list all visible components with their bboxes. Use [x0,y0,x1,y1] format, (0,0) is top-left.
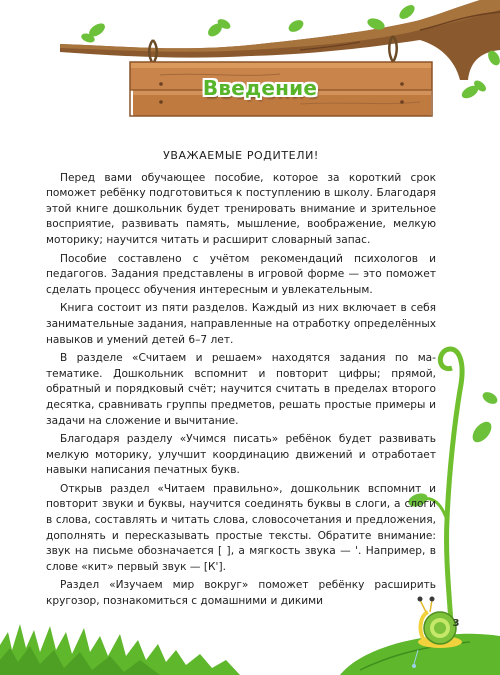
page-number: 3 [452,618,460,629]
page-title: Введение [202,76,318,100]
paragraph: Перед вами обучающее пособие, которое за короткий срок поможет ребёнку подготовиться к поступлению в школу. Благодаря этой книге дошкольник будет тренировать внимание и зрительное восприятие, развивать память, мышление, воображение, мелкую моторику; научится читать и расширит словарный запас. [46,171,436,246]
paragraph: Книга состоит из пяти разделов. Каждый из них включает в себя занимательные задания, направленные на отработку определённых навыков и умений детей 6–7 лет. [46,302,436,346]
grass [0,624,240,675]
paragraph: Открыв раздел «Читаем правильно», дошкольник вспомнит и повторит звуки и буквы, научится соединять буквы в слоги, а слоги в слова, составлять и читать слова, словосочетания и предложения, дополнять и пересказывать простые тексты. Обратите внимание: звук на письме обозначается [ ], а мягкость звука — '. Например, в слове «кит» первый звук — [К']. [46,482,436,573]
article-body [46,148,436,613]
paragraph: Благодаря разделу «Учимся писать» ребёнок будет развивать мелкую моторику, улучшит координацию движений и отработает навыки написания печатных букв. [46,433,436,477]
paragraph: В разделе «Считаем и решаем» находятся задания по математике. Дошкольник вспомнит и повторит цифры; прямой, обратный и порядковый счёт; научится считать в пределах второго десятка, сравнивать группы предметов, решать простые примеры и задачи на сложение и вычитание. [46,352,436,427]
article-heading: УВАЖАЕМЫЕ РОДИТЕЛИ! [163,149,319,162]
paragraph: Раздел «Изучаем мир вокруг» поможет ребёнку расширить кругозор, познакомиться с домашними и дикими [46,579,436,608]
paragraph: Пособие составлено с учётом рекомендаций психологов и педагогов. Задания представлены в игровой форме — это поможет сделать процесс обучения интересным и увлекательным. [46,252,436,296]
